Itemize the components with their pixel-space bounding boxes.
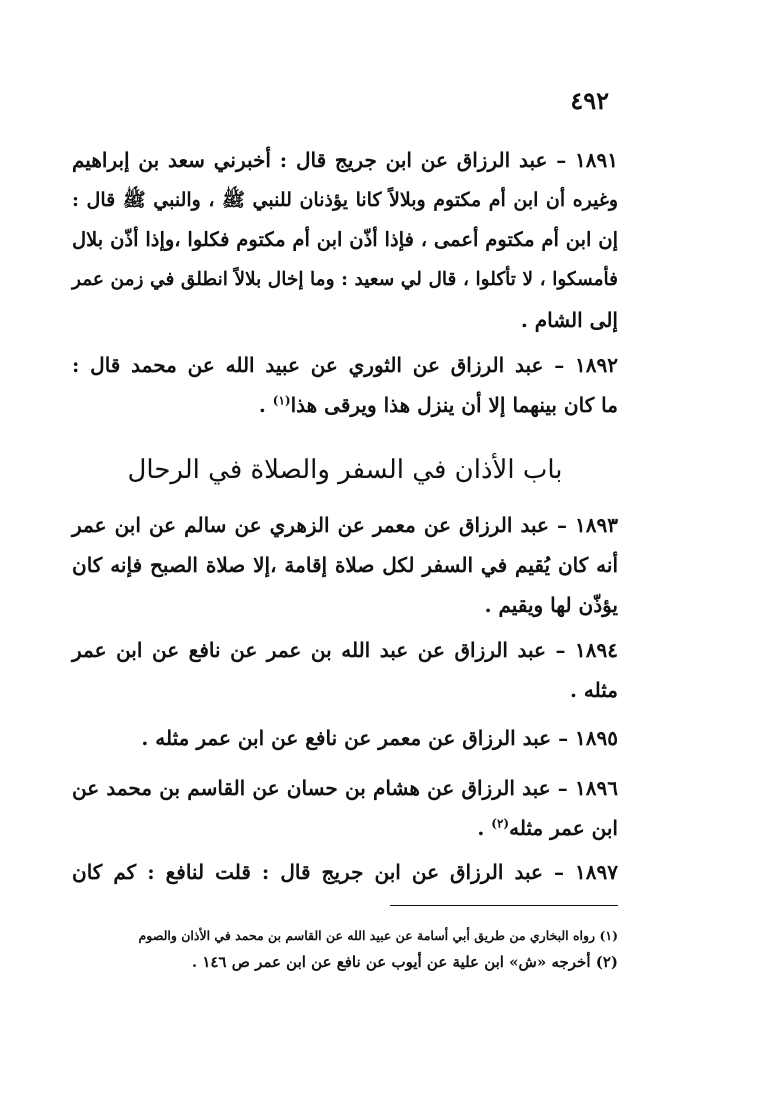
text-line: ١٨٩٤ – عبد الرزاق عن عبد الله بن عمر عن نافع عن ابن عمر xyxy=(72,638,618,662)
hadith-1893 xyxy=(72,505,618,625)
text-line: إلى الشام . xyxy=(520,308,618,332)
text-line: وغيره أن ابن أم مكتوم وبلالاً كانا يؤذنان للنبي ﷺ ، والنبي ﷺ قال : xyxy=(72,189,618,211)
text-line: ١٨٩١ – عبد الرزاق عن ابن جريج قال : أخبرني سعد بن إبراهيم xyxy=(72,148,618,172)
hadith-1897 xyxy=(72,852,618,892)
hadith-1896 xyxy=(72,768,618,848)
hadith-1891 xyxy=(72,140,618,340)
hadith-1892 xyxy=(72,345,618,425)
footnote-ref-2: (٢) xyxy=(491,816,510,831)
text-line: ١٨٩٧ – عبد الرزاق عن ابن جريج قال : قلت لنافع : كم كان xyxy=(72,860,618,884)
text-line: ١٨٩٣ – عبد الرزاق عن معمر عن الزهري عن سالم عن ابن عمر xyxy=(72,513,618,537)
text-line: يؤذّن لها ويقيم . xyxy=(484,593,618,617)
text-line: مثله . xyxy=(569,678,618,702)
footnote-1: (١) رواه البخاري من طريق أبي أسامة عن عبيد الله عن القاسم بن محمد في الأذان والصوم xyxy=(138,928,618,943)
text-line: أنه كان يُقيم في السفر لكل صلاة إقامة ،إلا صلاة الصبح فإنه كان xyxy=(72,553,618,577)
text-line: إن ابن أم مكتوم أعمى ، فإذا أذّن ابن أم مكتوم فكلوا ،وإذا أذّن بلال xyxy=(72,228,618,251)
chapter-heading: باب الأذان في السفر والصلاة في الرحال xyxy=(127,455,563,485)
text-line: ١٨٩٥ – عبد الرزاق عن معمر عن نافع عن ابن عمر مثله . xyxy=(141,726,618,750)
text-line xyxy=(72,385,618,425)
footnote-divider xyxy=(390,905,618,906)
text-fragment: ما كان بينهما إلا أن ينزل هذا ويرقى هذا xyxy=(290,393,618,417)
text-line xyxy=(72,808,618,848)
text-fragment: . xyxy=(477,816,492,840)
footnotes xyxy=(125,922,618,976)
text-line: ١٨٩٦ – عبد الرزاق عن هشام بن حسان عن القاسم بن محمد عن xyxy=(72,776,618,800)
hadith-1895 xyxy=(72,718,618,758)
text-line: فأمسكوا ، لا تأكلوا ، قال لي سعيد : وما إخال بلالاً انطلق في زمن عمر xyxy=(72,269,618,290)
footnote-ref-1: (١) xyxy=(272,393,291,408)
text-fragment: ابن عمر مثله xyxy=(509,816,618,840)
text-fragment: . xyxy=(258,393,273,417)
page-number: ٤٩٢ xyxy=(570,86,609,115)
footnote-2: (٢) أخرجه «ش» ابن علية عن أيوب عن نافع عن ابن عمر ص ١٤٦ . xyxy=(191,953,618,971)
hadith-1894 xyxy=(72,630,618,710)
text-line: ١٨٩٢ – عبد الرزاق عن الثوري عن عبيد الله عن محمد قال : xyxy=(72,353,618,377)
